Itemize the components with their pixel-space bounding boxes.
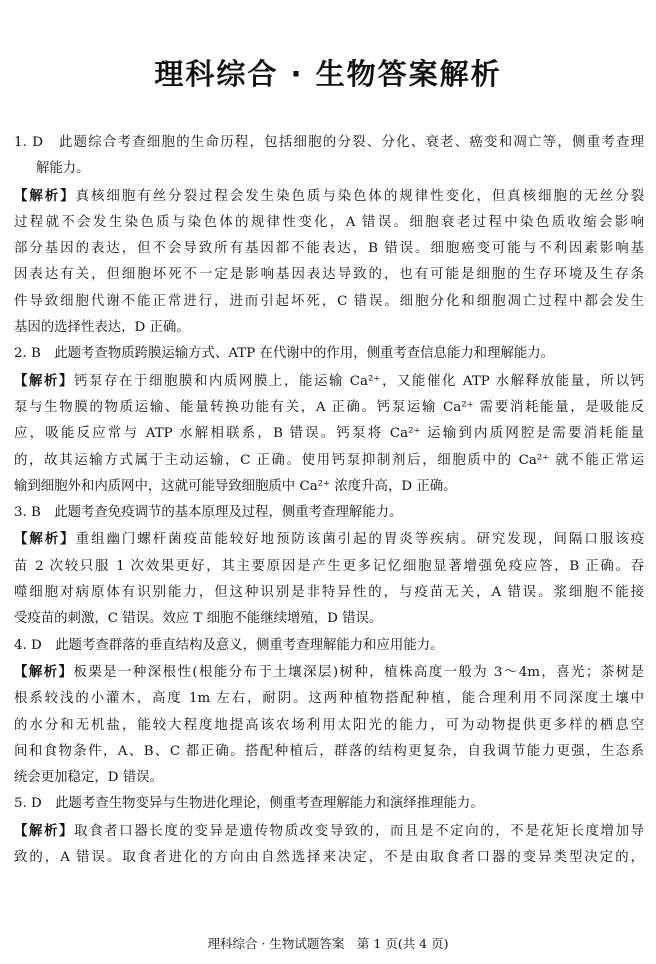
- explanation-line: 基因的选择性表达，D 正确。: [14, 320, 190, 336]
- page-footer: 理科综合 · 生物试题答案 第 1 页(共 4 页): [207, 936, 449, 951]
- analysis-tag: 【解析】: [14, 531, 76, 548]
- explanation-line: 件导致细胞代谢不能正常进行，进而引起坏死，C 错误。细胞分化和细胞凋亡过程中都会发生: [14, 293, 644, 309]
- analysis-tag: 【解析】: [14, 822, 75, 839]
- explanation-line: 泵与生物膜的物质运输、能量转换功能有关，A 正确。钙泵运输 Ca²⁺ 需要消耗能量，是吸能反: [14, 399, 644, 415]
- explanation-line: 间和食物条件，A、B、C 都正确。搭配种植后，群落的结构更复杂，自我调节能力更强，生态系: [14, 743, 644, 759]
- analysis-tag: 【解析】: [14, 187, 76, 204]
- explanation-line: 受疫苗的刺激，C 错误。效应 T 细胞不能继续增殖，D 错误。: [14, 611, 383, 627]
- explanation-line: 解能力。: [36, 161, 90, 177]
- explanation-line: 应，吸能反应常与 ATP 水解相联系，B 错误。钙泵将 Ca²⁺ 运输到内质网腔是需要消耗能量: [14, 426, 644, 442]
- question-heading-line: 5. D 此题考查生物变异与生物进化理论，侧重考查理解能力和演绎推理能力。: [14, 796, 484, 812]
- question-heading-line: 2. B 此题考查物质跨膜运输方式、ATP 在代谢中的作用，侧重考查信息能力和理解能力。: [14, 346, 555, 362]
- question-block: [14, 791, 644, 871]
- question-heading-line: 4. D 此题考查群落的垂直结构及意义，侧重考查理解能力和应用能力。: [14, 637, 444, 653]
- explanation-line: 输到细胞外和内质网中，这就可能导致细胞质中 Ca²⁺ 浓度升高，D 正确。: [14, 478, 457, 494]
- analysis-tag: 【解析】: [14, 663, 74, 680]
- explanation-line: 【解析】钙泵存在于细胞膜和内质网膜上，能运输 Ca²⁺，又能催化 ATP 水解释放能量，所以钙: [14, 372, 645, 389]
- answer-content: [14, 130, 644, 871]
- question-heading-line: 3. B 此题考查免疫调节的基本原理及过程，侧重考查理解能力。: [14, 505, 403, 521]
- explanation-line: 【解析】真核细胞有丝分裂过程会发生染色质与染色体的规律性变化，但真核细胞的无丝分裂: [14, 187, 645, 204]
- explanation-line: 噬细胞对病原体有识别能力，但这种识别是非特异性的，与疫苗无关，A 错误。浆细胞不能接: [14, 585, 644, 601]
- explanation-line: 的，故其运输方式属于主动运输，C 正确。使用钙泵抑制剂后，细胞质中的 Ca²⁺ 就不能正常运: [14, 452, 644, 468]
- analysis-tag: 【解析】: [14, 372, 74, 389]
- question-block: [14, 130, 644, 341]
- question-block: [14, 341, 644, 500]
- explanation-line: 【解析】板栗是一种深根性(根能分布于土壤深层)树种，植株高度一般为 3～4m，喜光；茶树是: [14, 663, 644, 680]
- question-block: [14, 500, 644, 632]
- explanation-line: 的水分和无机盐，能较大程度地提高该农场利用太阳光的能力，可为动物提供更多样的栖息空: [14, 717, 644, 733]
- question-block: [14, 633, 644, 792]
- explanation-line: 过程就不会发生染色质与染色体的规律性变化，A 错误。细胞衰老过程中染色质收缩会影响: [14, 214, 644, 230]
- explanation-line: 致的，A 错误。取食者进化的方向由自然选择来决定，不是由取食者口器的变异类型决定的，: [14, 850, 644, 866]
- page-title: 理科综合 · 生物答案解析: [154, 57, 502, 91]
- explanation-line: 部分基因的表达，但不会导致所有基因都不能表达，B 错误。细胞癌变可能与不利因素影响基: [14, 241, 644, 257]
- explanation-line: 因表达有关，但细胞坏死不一定是影响基因表达导致的，也有可能是细胞的生存环境及生存条: [14, 267, 644, 283]
- explanation-line: 苗 2 次较只服 1 次效果更好，其主要原因是产生更多记忆细胞显著增强免疫应答，B 正确。吞: [14, 558, 644, 574]
- explanation-line: 【解析】重组幽门螺杆菌疫苗能较好地预防该菌引起的胃炎等疾病。研究发现，间隔口服该疫: [14, 531, 645, 548]
- explanation-line: 统会更加稳定，D 错误。: [14, 770, 163, 786]
- explanation-line: 【解析】取食者口器长度的变异是遗传物质改变导致的，而且是不定向的，不是花矩长度增加导: [14, 822, 645, 839]
- explanation-line: 根系较浅的小灌木，高度 1m 左右，耐阴。这两种植物搭配种植，能合理利用不同深度土壤中: [14, 691, 644, 707]
- question-heading-line: 1. D 此题综合考查细胞的生命历程，包括细胞的分裂、分化、衰老、癌变和凋亡等，侧重考查理: [14, 135, 644, 150]
